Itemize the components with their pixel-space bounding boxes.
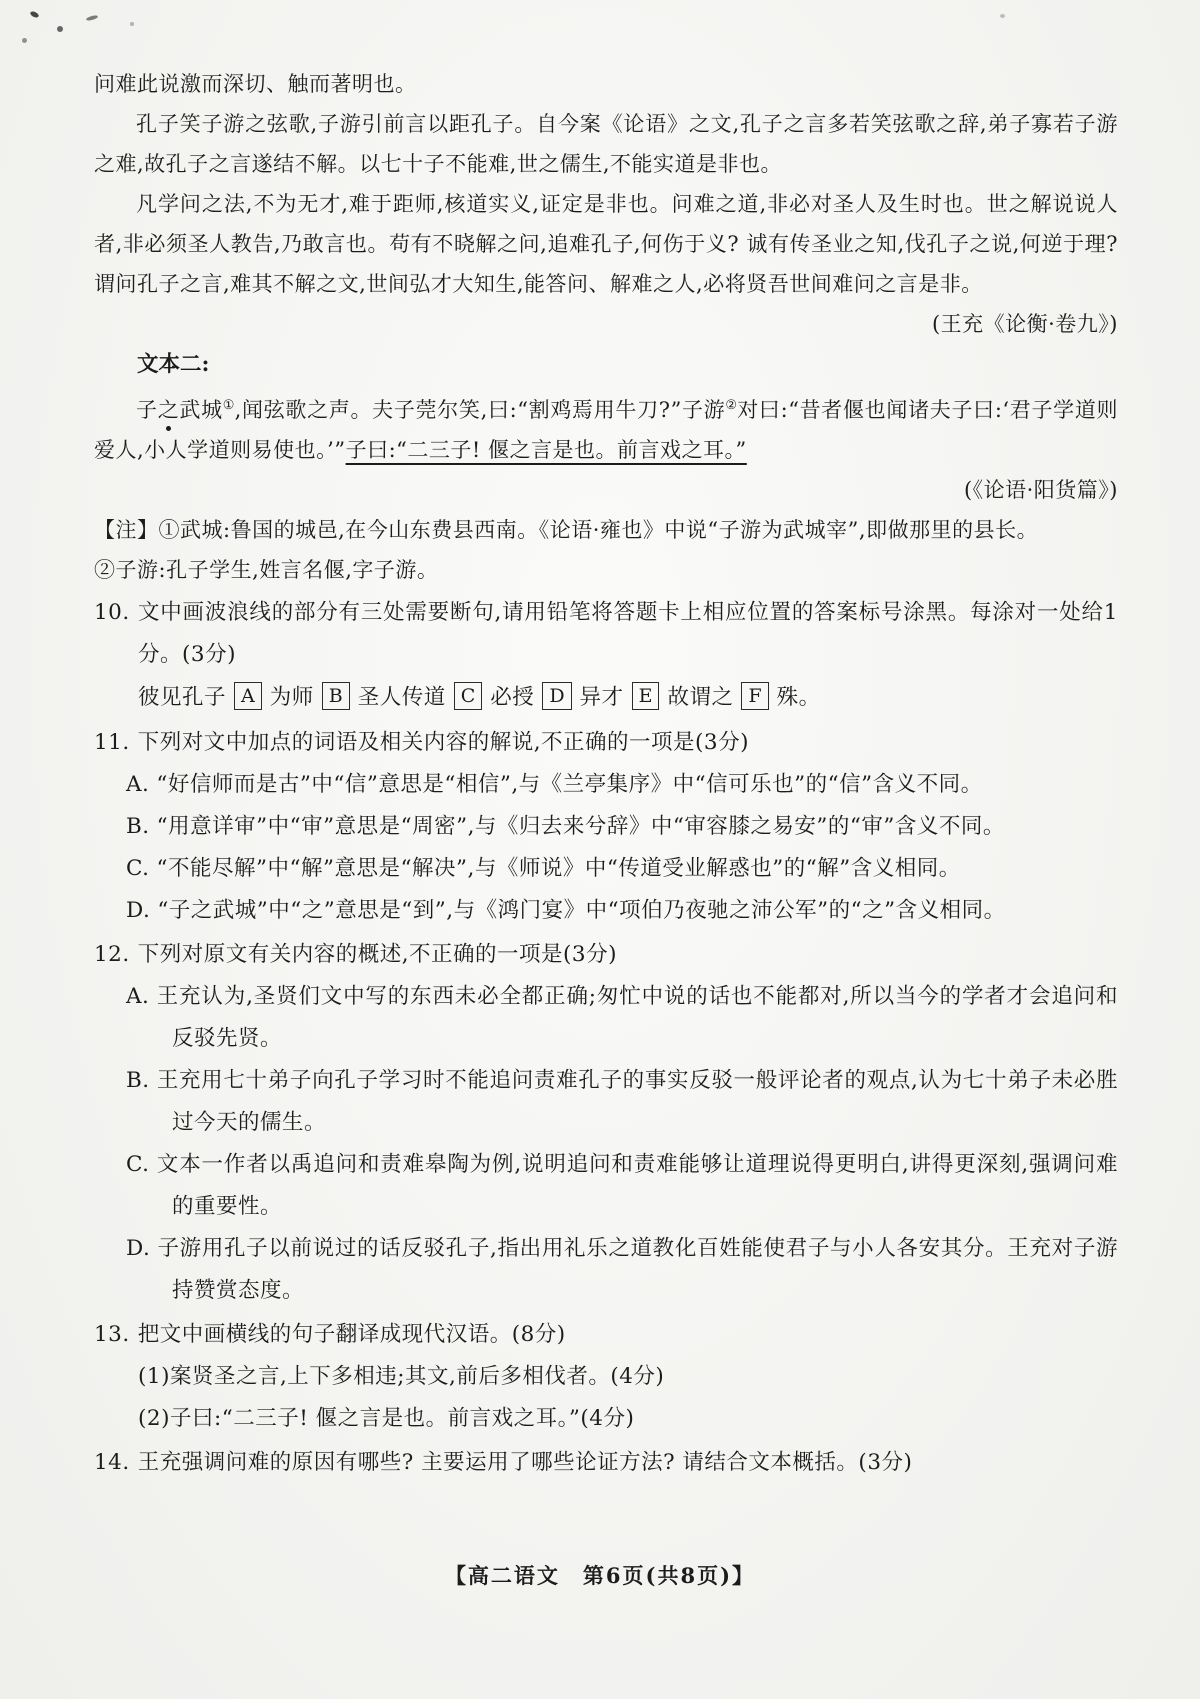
text-segment: 武城	[179, 398, 223, 422]
question-number: 14.	[94, 1450, 130, 1475]
option-text: 文本一作者以禹追问和责难皋陶为例,说明追问和责难能够让道理说得更明白,讲得更深刻,强调问难的重要性。	[156, 1152, 1118, 1219]
option-label: C.	[126, 856, 150, 881]
option-label: B.	[126, 1068, 150, 1093]
option-text: “子之武城”中“之”意思是“到”,与《鸿门宴》中“项伯乃夜驰之沛公军”的“之”含义相同。	[157, 898, 1006, 923]
answer-box-B: B	[322, 682, 350, 710]
question-14	[94, 1442, 1118, 1484]
question-11-option-c	[94, 848, 1118, 890]
option-text: 王充用七十弟子向孔子学习时不能追问责难孔子的事实反驳一般评论者的观点,认为七十弟子未必胜过今天的儒生。	[156, 1068, 1118, 1135]
footnote-1: 【注】①武城:鲁国的城邑,在今山东费县西南。《论语·雍也》中说“子游为武城宰”,即做那里的县长。	[94, 518, 1039, 542]
question-11-option-d	[94, 890, 1118, 932]
question-12-option-c	[94, 1144, 1118, 1228]
option-label: A.	[126, 772, 150, 797]
scan-artifact	[57, 26, 63, 32]
question-10	[94, 592, 1118, 676]
text2-heading: 文本二:	[137, 352, 210, 377]
text-segment: ,闻弦歌之声。夫子莞尔笑,曰:“割鸡焉用牛刀?”子游	[234, 398, 726, 422]
scan-artifact	[22, 38, 27, 43]
option-label: D.	[126, 898, 151, 923]
question-13	[94, 1314, 1118, 1356]
question-text: 下列对文中加点的词语及相关内容的解说,不正确的一项是(3分)	[137, 730, 749, 755]
scan-artifact	[1000, 14, 1005, 18]
option-label: A.	[126, 984, 150, 1009]
question-12-option-b	[94, 1060, 1118, 1144]
text-segment: 殊。	[776, 685, 821, 710]
question-13-sub-2: (2)子曰:“二三子! 偃之言是也。前言戏之耳。”(4分)	[138, 1406, 635, 1431]
scan-artifact	[86, 15, 99, 22]
question-text: 文中画波浪线的部分有三处需要断句,请用铅笔将答题卡上相应位置的答案标号涂黑。每涂对一处给1分。(3分)	[137, 600, 1118, 667]
text2-paragraph	[94, 386, 1118, 470]
text-segment: 子	[136, 398, 158, 422]
question-11-option-b	[94, 806, 1118, 848]
question-text: 王充强调问难的原因有哪些? 主要运用了哪些论证方法? 请结合文本概括。(3分)	[137, 1450, 913, 1475]
option-text: “不能尽解”中“解”意思是“解决”,与《师说》中“传道受业解惑也”的“解”含义相同。	[156, 856, 961, 881]
scan-artifact	[130, 22, 134, 26]
footnote-2: ②子游:孔子学生,姓言名偃,字子游。	[94, 558, 439, 582]
text-segment: 故谓之	[667, 685, 734, 710]
text-segment: 必授	[490, 685, 535, 710]
text-segment: 圣人传道	[357, 685, 446, 710]
passage1-source: (王充《论衡·卷九》)	[931, 312, 1118, 336]
passage1-paragraph-2: 凡学问之法,不为无才,难于距师,核道实义,证定是非也。问难之道,非必对圣人及生时也。世之解说说人者,非必须圣人教告,乃敢言也。苟有不晓解之问,追难孔子,何伤于义? 诚有传圣业之知,伐孔子之说,何逆于理? 谓问孔子之言,难其不解之文,世间弘才大知生,能答问、解难之人,必将贤吾世间难问之言是非。	[94, 192, 1118, 296]
answer-box-E: E	[632, 682, 660, 710]
footnote-marker: ①	[222, 398, 235, 413]
text2-source: (《论语·阳货篇》)	[963, 478, 1118, 502]
question-12	[94, 934, 1118, 976]
scan-artifact	[29, 10, 39, 18]
passage1-paragraph-1: 孔子笑子游之弦歌,子游引前言以距孔子。自今案《论语》之文,孔子之言多若笑弦歌之辞,弟子寡若子游之难,故孔子之言遂结不解。以七十子不能难,世之儒生,不能实道是非也。	[94, 112, 1118, 176]
option-text: “用意详审”中“审”意思是“周密”,与《归去来兮辞》中“审容膝之易安”的“审”含义不同。	[156, 814, 1005, 839]
option-label: B.	[126, 814, 150, 839]
answer-box-A: A	[234, 682, 262, 710]
question-number: 10.	[94, 600, 130, 625]
question-12-option-a	[94, 976, 1118, 1060]
text-segment: 对曰:“昔者偃也闻诸夫子曰:‘君子学道则爱人,小人学道则易使也。’”	[94, 398, 1119, 462]
question-number: 13.	[94, 1322, 130, 1347]
option-label: C.	[126, 1152, 150, 1177]
option-text: 王充认为,圣贤们文中写的东西未必全都正确;匆忙中说的话也不能都对,所以当今的学者才会追问和反驳先贤。	[156, 984, 1118, 1051]
option-text: “好信师而是古”中“信”意思是“相信”,与《兰亭集序》中“信可乐也”的“信”含义不同。	[156, 772, 983, 797]
answer-box-C: C	[454, 682, 483, 710]
question-11	[94, 722, 1118, 764]
page-footer: 【高二语文 第6页(共8页)】	[444, 1563, 756, 1588]
text-segment: 为师	[269, 685, 314, 710]
option-label: D.	[126, 1236, 151, 1261]
question-11-option-a	[94, 764, 1118, 806]
passage1-continuation-line: 问难此说激而深切、触而著明也。	[94, 72, 417, 96]
footnote-marker: ②	[725, 398, 738, 413]
question-number: 12.	[94, 942, 130, 967]
option-text: 子游用孔子以前说过的话反驳孔子,指出用礼乐之道教化百姓能使君子与小人各安其分。王充对子游持赞赏态度。	[157, 1236, 1118, 1303]
question-10-answer-line	[138, 676, 1118, 720]
text-segment: 彼见孔子	[138, 685, 227, 710]
underlined-sentence: 子曰:“二三子! 偃之言是也。前言戏之耳。”	[345, 438, 747, 462]
answer-box-D: D	[542, 682, 571, 710]
question-number: 11.	[94, 730, 130, 755]
answer-box-F: F	[741, 682, 768, 710]
question-13-sub-1: (1)案贤圣之言,上下多相违;其文,前后多相伐者。(4分)	[138, 1364, 665, 1389]
text-segment: 异才	[579, 685, 624, 710]
question-text: 下列对原文有关内容的概述,不正确的一项是(3分)	[137, 942, 617, 967]
page-content	[94, 64, 1118, 1484]
question-12-option-d	[94, 1228, 1118, 1312]
question-text: 把文中画横线的句子翻译成现代汉语。(8分)	[137, 1322, 566, 1347]
emphasized-char: 之	[157, 398, 180, 422]
